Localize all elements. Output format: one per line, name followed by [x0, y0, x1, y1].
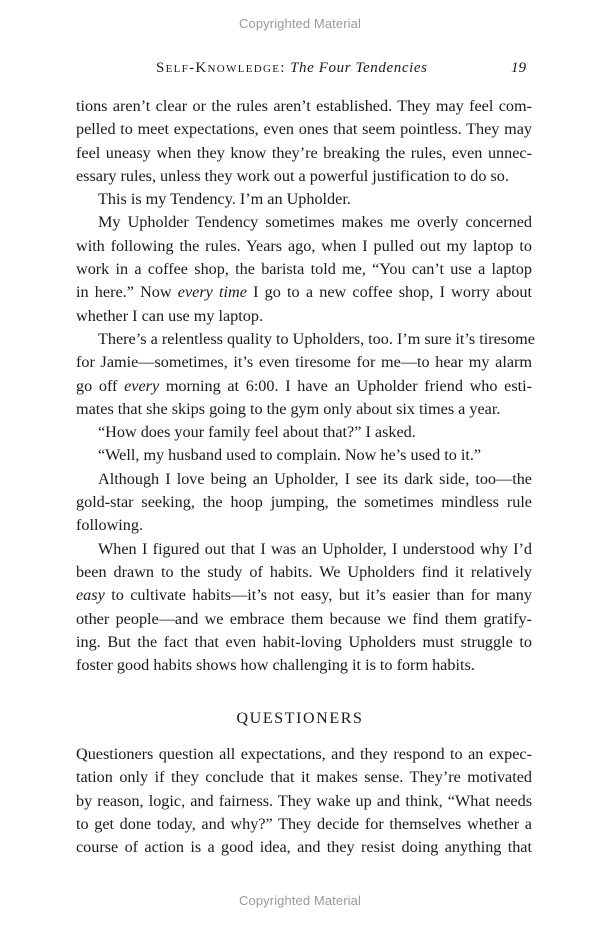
text-line: “How does your family feel about that?” I asked. [98, 423, 416, 442]
text-line: course of action is a good idea, and they resist doing anything that [76, 838, 532, 857]
copyright-watermark-top: Copyrighted Material [239, 16, 361, 31]
text-line: Questioners question all expectations, and they respond to an expec- [76, 745, 532, 763]
text-line: ing. But the fact that even habit-loving Upholders must struggle to [76, 632, 532, 651]
text-line: tions aren’t clear or the rules aren’t established. They may feel com- [76, 97, 532, 115]
body-text-block-2 [76, 743, 532, 859]
text-line: pelled to meet expectations, even ones that seem pointless. They may [76, 120, 532, 139]
text-line: When I figured out that I was an Upholder, I understood why I’d [98, 539, 532, 558]
text-line: work in a coffee shop, the barista told me, “You can’t use a laptop [76, 260, 532, 279]
text-line: go off every morning at 6:00. I have an Upholder friend who esti- [76, 376, 533, 395]
text-line: My Upholder Tendency sometimes makes me overly concerned [98, 213, 532, 232]
text-line: with following the rules. Years ago, when I pulled out my laptop to [76, 236, 532, 255]
text-line: in here.” Now every time I go to a new coffee shop, I worry about [76, 283, 532, 302]
page-number: 19 [511, 60, 526, 76]
text-line: This is my Tendency. I’m an Upholder. [98, 190, 351, 209]
running-head-title [156, 60, 428, 77]
running-head-section: Self-Knowledge: [156, 60, 286, 76]
text-line: There’s a relentless quality to Upholders, too. I’m sure it’s tiresome [98, 329, 535, 348]
text-line: easy to cultivate habits—it’s not easy, but it’s easier than for many [76, 586, 532, 605]
body-text-block-1 [76, 95, 535, 677]
text-line: to get done today, and why?” They decide for themselves whether a [76, 814, 532, 833]
text-line: been drawn to the study of habits. We Upholders find it relatively [76, 562, 532, 581]
text-line: “Well, my husband used to complain. Now he’s used to it.” [98, 446, 482, 465]
text-line: feel uneasy when they know they’re breaking the rules, even unnec- [76, 143, 532, 162]
text-line: essary rules, unless they work out a powerful justification to do so. [76, 166, 509, 185]
text-line: mates that she skips going to the gym only about six times a year. [76, 399, 501, 418]
text-line: Although I love being an Upholder, I see its dark side, too—the [98, 469, 532, 488]
text-line: tation only if they conclude that it makes sense. They’re motivated [76, 768, 532, 787]
text-line: following. [76, 516, 143, 535]
running-head [76, 60, 526, 80]
text-line: whether I can use my laptop. [76, 306, 263, 325]
text-line: by reason, logic, and fairness. They wake up and think, “What needs [76, 791, 532, 810]
running-head-chapter: The Four Tendencies [290, 60, 428, 76]
section-heading: QUESTIONERS [236, 710, 364, 727]
text-line: foster good habits shows how challenging it is to form habits. [76, 656, 475, 675]
text-line: other people—and we embrace them because we find them gratify- [76, 609, 532, 628]
text-line: gold-star seeking, the hoop jumping, the sometimes mindless rule [76, 493, 532, 512]
copyright-watermark-bottom: Copyrighted Material [239, 893, 361, 908]
text-line: for Jamie—sometimes, it’s even tiresome for me—to hear my alarm [76, 353, 532, 372]
